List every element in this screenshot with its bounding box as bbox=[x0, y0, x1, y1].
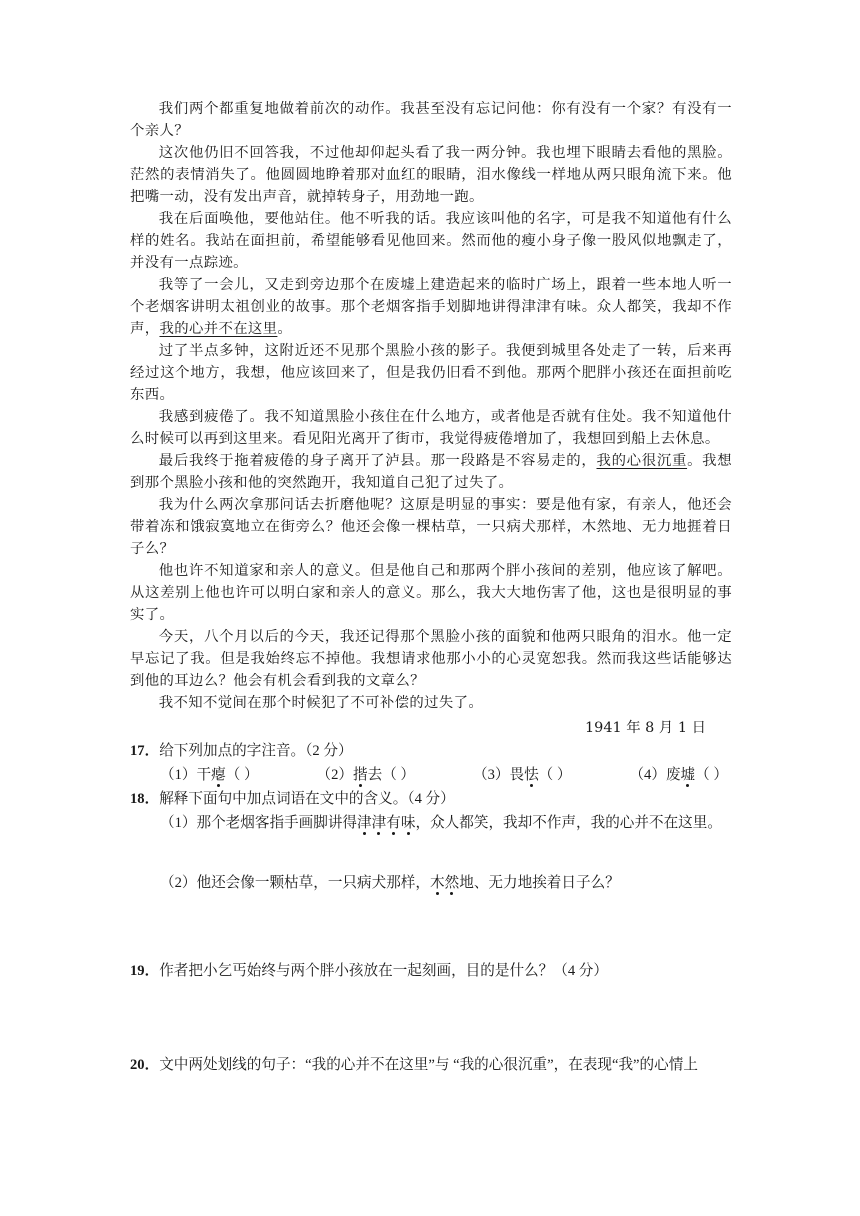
q17-item-2-blank: 去（ ） bbox=[367, 767, 416, 783]
q18-s2-dotted-char-2: 然 bbox=[444, 875, 460, 891]
q17-item-1-dotted-char: 瘪 bbox=[211, 767, 226, 783]
answer-space-18-1[interactable] bbox=[130, 835, 732, 871]
q17-item-1-blank: （ ） bbox=[225, 767, 259, 783]
paragraph-9: 他也许不知道家和亲人的意义。但是他自己和那两个胖小孩间的差别，他应该了解吧。从这差别上他也许可以明白家和亲人的意义。那么，我大大地伤害了他，这也是很明显的事实了。 bbox=[130, 563, 732, 623]
q18-s1-end: ，众人都笑，我却不作声，我的心并不在这里。 bbox=[415, 815, 722, 831]
q17-item-4[interactable] bbox=[629, 763, 728, 787]
answer-space-18-2[interactable] bbox=[130, 895, 732, 959]
paragraph-6: 我感到疲倦了。我不知道黑脸小孩住在什么地方，或者他是否就有住处。我不知道他什么时候可以再到这里来。看见阳光离开了街市，我觉得疲倦增加了，我想回到船上去休息。 bbox=[130, 409, 732, 447]
q18-s1-dotted-char-4: 味 bbox=[400, 815, 416, 831]
paragraph-5: 过了半点多钟，这附近还不见那个黑脸小孩的影子。我便到城里各处走了一转，后来再经过这个地方，我想，他应该回来了，但是我仍旧看不到他。那两个肥胖小孩还在面担前吃东西。 bbox=[130, 343, 732, 403]
article-date: 1941 年 8 月 1 日 bbox=[585, 720, 706, 736]
q18-s2-start: （2）他还会像一颗枯草，一只病犬那样， bbox=[160, 875, 430, 891]
question-19 bbox=[130, 959, 732, 983]
paragraph-10: 今天，八个月以后的今天，我还记得那个黑脸小孩的面貌和他两只眼角的泪水。他一定早忘记了我。但是我始终忘不掉他。我想请求他那小小的心灵宽恕我。然而我这些话能够达到他的耳边么？他会有机会看到我的文章么？ bbox=[130, 629, 732, 689]
paragraph-4 bbox=[130, 274, 732, 340]
q18-s2-dotted-char-1: 木 bbox=[430, 875, 445, 891]
q17-item-1-pre: （1）干 bbox=[160, 767, 212, 783]
q18-s2-end: 地、无力地挨着日子么？ bbox=[459, 875, 620, 891]
question-18-sentence-1 bbox=[130, 811, 732, 835]
q17-item-3-blank: （ ） bbox=[538, 767, 572, 783]
question-18 bbox=[130, 787, 732, 811]
question-20-number: 20． bbox=[130, 1057, 160, 1073]
q17-item-3-pre: （3）畏 bbox=[472, 767, 525, 783]
q17-item-3-dotted-char: 怯 bbox=[524, 767, 539, 783]
paragraph-7-text: 最后我终于拖着疲倦的身子离开了泸县。那一段路是不容易走的， bbox=[158, 453, 597, 469]
exam-page bbox=[130, 98, 732, 1077]
paragraph-11: 我不知不觉间在那个时候犯了不可补偿的过失了。 bbox=[158, 695, 484, 711]
q17-item-4-blank: （ ） bbox=[695, 767, 728, 783]
question-18-number: 18． bbox=[130, 791, 160, 807]
underlined-sentence-1: 我的心并不在这里 bbox=[159, 321, 278, 337]
answer-space-19[interactable] bbox=[130, 983, 732, 1053]
paragraph-4-end: 。 bbox=[277, 321, 293, 337]
q18-s1-dotted-char-3: 有 bbox=[386, 815, 401, 831]
question-17-text: 给下列加点的字注音。（2 分） bbox=[159, 743, 353, 759]
q18-s1-dotted-char-1: 津 bbox=[357, 815, 372, 831]
paragraph-4-text: 我等了一会儿，又走到旁边那个在废墟上建造起来的临时广场上，跟着一些本地人听一个老烟客讲明太祖创业的故事。那个老烟客指手划脚地讲得津津有味。众人都笑，我却不作声， bbox=[130, 277, 732, 337]
q18-s1-dotted-char-2: 津 bbox=[371, 815, 387, 831]
question-18-sentence-2 bbox=[130, 871, 732, 895]
q17-item-2-pre: （2） bbox=[316, 767, 353, 783]
paragraph-7-end: 。我想到那个黑脸小孩和他的突然跑开，我知道自己犯了过失了。 bbox=[130, 453, 732, 491]
q17-item-2[interactable] bbox=[316, 763, 415, 787]
q17-item-3[interactable] bbox=[473, 763, 572, 787]
paragraph-3: 我在后面唤他，要他站住。他不听我的话。我应该叫他的名字，可是我不知道他有什么样的姓名。我站在面担前，希望能够看见他回来。然而他的瘦小身子像一股风似地飘走了，并没有一点踪迹。 bbox=[130, 211, 732, 271]
q17-item-2-dotted-char: 揩 bbox=[352, 767, 368, 783]
question-17-number: 17． bbox=[130, 743, 160, 759]
paragraph-1: 我们两个都重复地做着前次的动作。我甚至没有忘记问他：你有没有一个家？有没有一个亲人？ bbox=[130, 101, 732, 139]
underlined-sentence-2: 我的心很沉重 bbox=[596, 453, 688, 469]
question-19-number: 19． bbox=[130, 963, 160, 979]
q17-item-1[interactable] bbox=[160, 763, 259, 787]
paragraph-8: 我为什么两次拿那问话去折磨他呢？这原是明显的事实：要是他有家，有亲人，他还会带着冻和饿寂寞地立在街旁么？他还会像一棵枯草，一只病犬那样，木然地、无力地捱着日子么？ bbox=[130, 497, 732, 557]
question-18-text: 解释下面句中加点词语在文中的含义。（4 分） bbox=[159, 791, 455, 807]
q17-item-4-dotted-char: 墟 bbox=[680, 767, 696, 783]
paragraph-7 bbox=[130, 450, 732, 494]
q17-item-4-pre: （4）废 bbox=[629, 767, 681, 783]
q18-s1-start: （1）那个老烟客指手画脚讲得 bbox=[160, 815, 358, 831]
question-19-text: 作者把小乞丐始终与两个胖小孩放在一起刻画，目的是什么？（4 分） bbox=[159, 963, 608, 979]
question-17-items bbox=[130, 763, 732, 787]
question-17 bbox=[130, 739, 732, 763]
question-20 bbox=[130, 1053, 732, 1077]
question-20-text: 文中两处划线的句子：“我的心并不在这里”与 “我的心很沉重”，在表现“我”的心情上 bbox=[159, 1057, 698, 1073]
paragraph-2: 这次他仍旧不回答我，不过他却仰起头看了我一两分钟。我也埋下眼睛去看他的黑脸。茫然的表情消失了。他圆圆地睁着那对血红的眼睛，泪水像线一样地从两只眼角流下来。他把嘴一动，没有发出声音，就掉转身子，用劲地一跑。 bbox=[130, 145, 732, 205]
